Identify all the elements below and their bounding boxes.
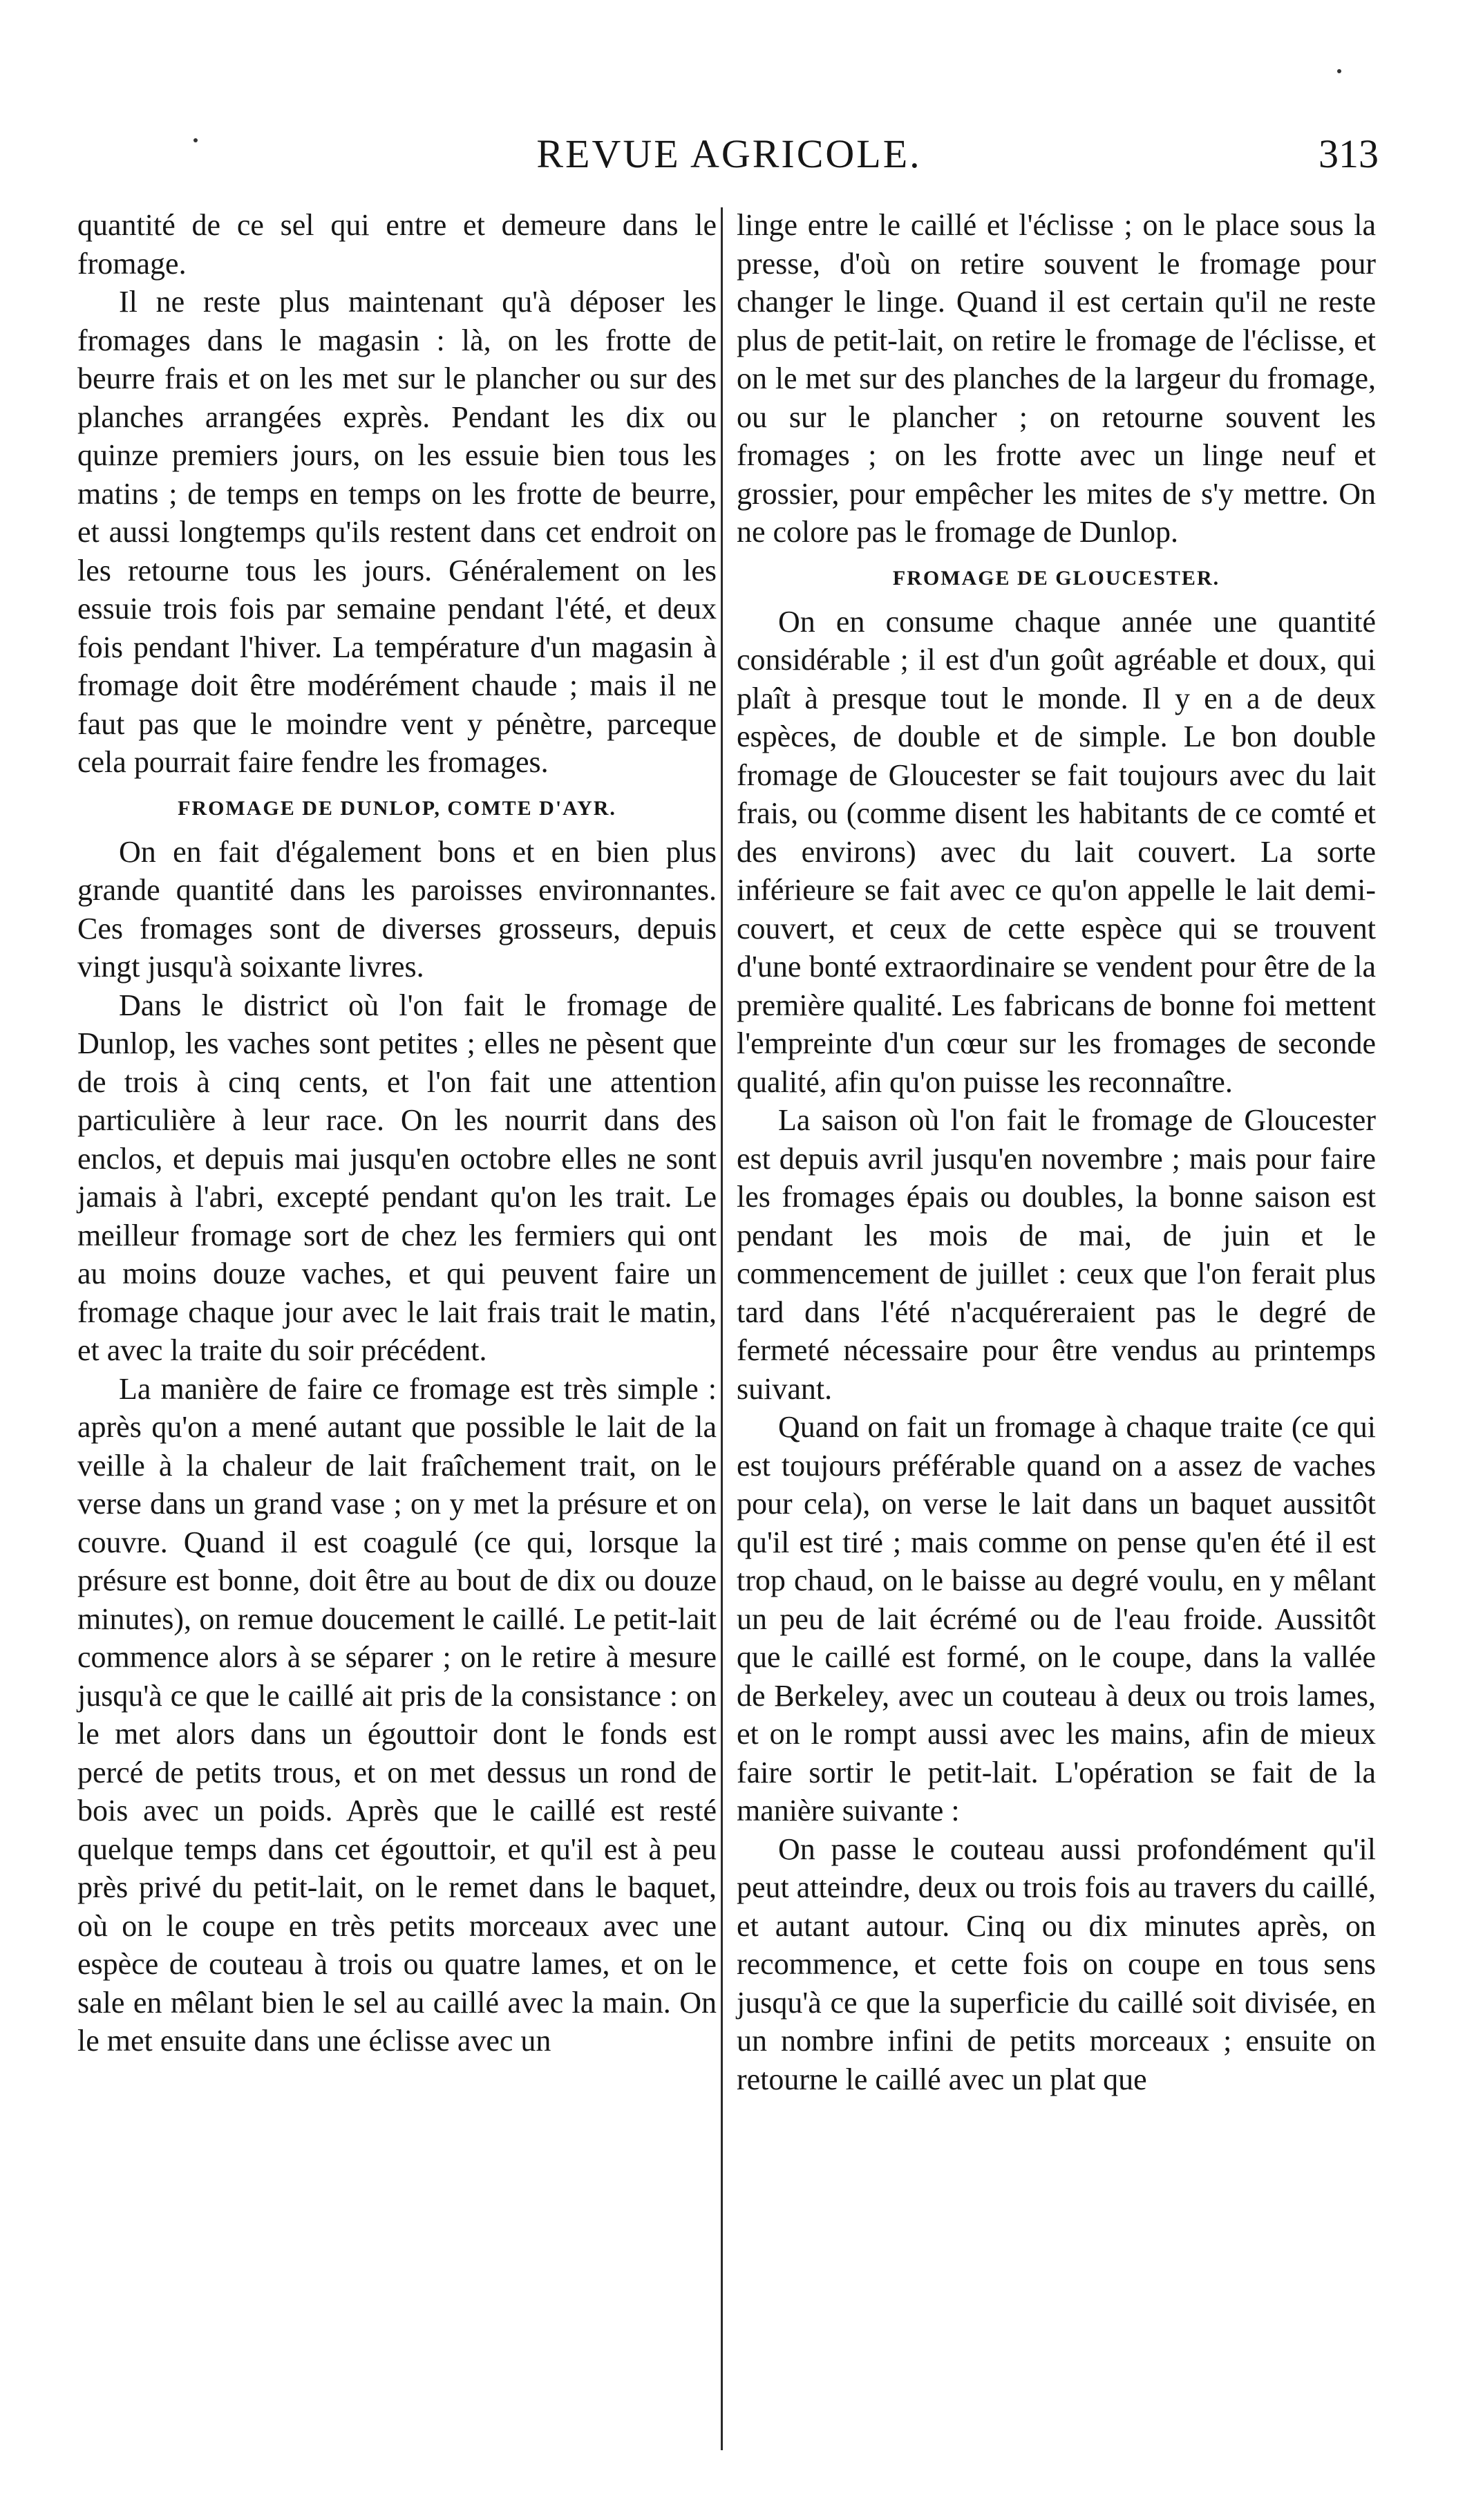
paragraph: La manière de faire ce fromage est très simple : après qu'on a mené autant que possible le lait de la veille à la chaleur de lait fraîchement trait, on le verse dans un grand vase ; on y met la présure et on couvre. Quand il est coagulé (ce qui, lorsque la présure est bonne, doit être au bout de dix ou douze minutes), on remue doucement le caillé. Le petit-lait commence alors à se séparer ; on le retire à mesure jusqu'à ce que le caillé ait pris de la consistance : on le met alors dans un égouttoir dont le fonds est percé de petits trous, et on met dessus un rond de bois avec un poids. Après que le caillé est resté quelque temps dans cet égouttoir, et qu'il est à peu près privé du petit-lait, on le remet dans le baquet, où on le coupe en très petits morceaux avec une espèce de couteau à trois ou quatre lames, et on le sale en mêlant bien le sel au caillé avec la main. On le met ensuite dans une éclisse avec un — [77, 1371, 717, 2058]
paragraph: On en consume chaque année une quantité considérable ; il est d'un goût agréable et doux, qui plaît à presque tout le monde. Il y en a de deux espèces, de double et de simple. Le bon double fromage de Gloucester se fait toujours avec du lait frais, ou (comme disent les habitants de ce comté et des environs) avec du lait couvert. La sorte inférieure se fait avec ce qu'on appelle le lait demi-couvert, et ceux de cette espèce qui se trouvent d'une bonté extraordinaire se vendent pour être de la première qualité. Les fabricans de bonne foi mettent l'empreinte d'un cœur sur les fromages de seconde qualité, afin qu'on puisse les reconnaître. — [737, 604, 1376, 1099]
paragraph: quantité de ce sel qui entre et demeure dans le fromage. — [77, 208, 717, 281]
left-column — [77, 206, 717, 2060]
paragraph: On passe le couteau aussi profondément qu'il peut atteindre, deux ou trois fois au travers du caillé, et autant autour. Cinq ou dix minutes après, on recommence, et cette fois on coupe en tous sens jusqu'à ce que la superficie du caillé soit divisée, en un nombre infini de petits morceaux ; ensuite on retourne le caillé avec un plat que — [737, 1832, 1376, 2096]
paragraph: linge entre le caillé et l'éclisse ; on le place sous la presse, d'où on retire souvent le fromage pour changer le linge. Quand il est certain qu'il ne reste plus de petit-lait, on retire le fromage de l'éclisse, et on le met sur des planches de la largeur du fromage, ou sur le plancher ; on retourne souvent les fromages ; on les frotte avec un linge neuf et grossier, pour empêcher les mites de s'y mettre. On ne colore pas le fromage de Dunlop. — [737, 208, 1376, 549]
ink-speck — [1337, 69, 1341, 73]
column-rule — [721, 207, 723, 2450]
paragraph: Quand on fait un fromage à chaque traite (ce qui est toujours préférable quand on a assez de vaches pour cela), on verse le lait dans un baquet aussitôt qu'il est tiré ; mais comme on pense qu'en été il est trop chaud, on le baisse au degré voulu, en y mêlant un peu de lait écrémé ou de l'eau froide. Aussitôt que le caillé est formé, on le coupe, dans la vallée de Berkeley, avec un couteau à deux ou trois lames, et on le rompt aussi avec les mains, afin de mieux faire sortir le petit-lait. L'opération se fait de la manière suivante : — [737, 1410, 1376, 1827]
section-heading: FROMAGE DE DUNLOP, COMTE D'AYR. — [178, 796, 616, 820]
paragraph: Dans le district où l'on fait le fromage de Dunlop, les vaches sont petites ; elles ne pèsent que de trois à cinq cents, et l'on fait une attention particulière à leur race. On les nourrit dans des enclos, et depuis mai jusqu'en octobre elles ne sont jamais à l'abri, excepté pendant qu'on les trait. Le meilleur fromage sort de chez les fermiers qui ont au moins douze vaches, et qui peuvent faire un fromage chaque jour avec le lait frais trait le matin, et avec la traite du soir précédent. — [77, 988, 717, 1367]
running-title: REVUE AGRICOLE. — [536, 131, 922, 176]
paragraph: Il ne reste plus maintenant qu'à déposer les fromages dans le magasin : là, on les frotte de beurre frais et on les met sur le plancher ou sur des planches arrangées exprès. Pendant les dix ou quinze premiers jours, on les essuie bien tous les matins ; de temps en temps on les frotte de beurre, et aussi longtemps qu'ils restent dans cet endroit on les retourne tous les jours. Généralement on les essuie trois fois par semaine pendant l'été, et deux fois pendant l'hiver. La température d'un magasin à fromage doit être modérément chaude ; mais il ne faut pas que le moindre vent y pénètre, parceque cela pourrait faire fendre les fromages. — [77, 285, 717, 779]
paragraph: On en fait d'également bons et en bien plus grande quantité dans les paroisses environnantes. Ces fromages sont de diverses grosseurs, depuis vingt jusqu'à soixante livres. — [77, 834, 717, 984]
page-number: 313 — [1318, 131, 1379, 176]
running-head — [79, 130, 1379, 185]
ink-speck — [193, 138, 198, 142]
paragraph: La saison où l'on fait le fromage de Gloucester est depuis avril jusqu'en novembre ; mais pour faire les fromages épais ou doubles, la bonne saison est pendant les mois de mai, de juin et le commencement de juillet : ceux que l'on ferait plus tard dans l'été n'acquéreraient pas le degré de fermeté nécessaire pour être vendus au printemps suivant. — [737, 1103, 1376, 1406]
section-heading: FROMAGE DE GLOUCESTER. — [892, 566, 1220, 590]
right-column — [737, 206, 1376, 2098]
